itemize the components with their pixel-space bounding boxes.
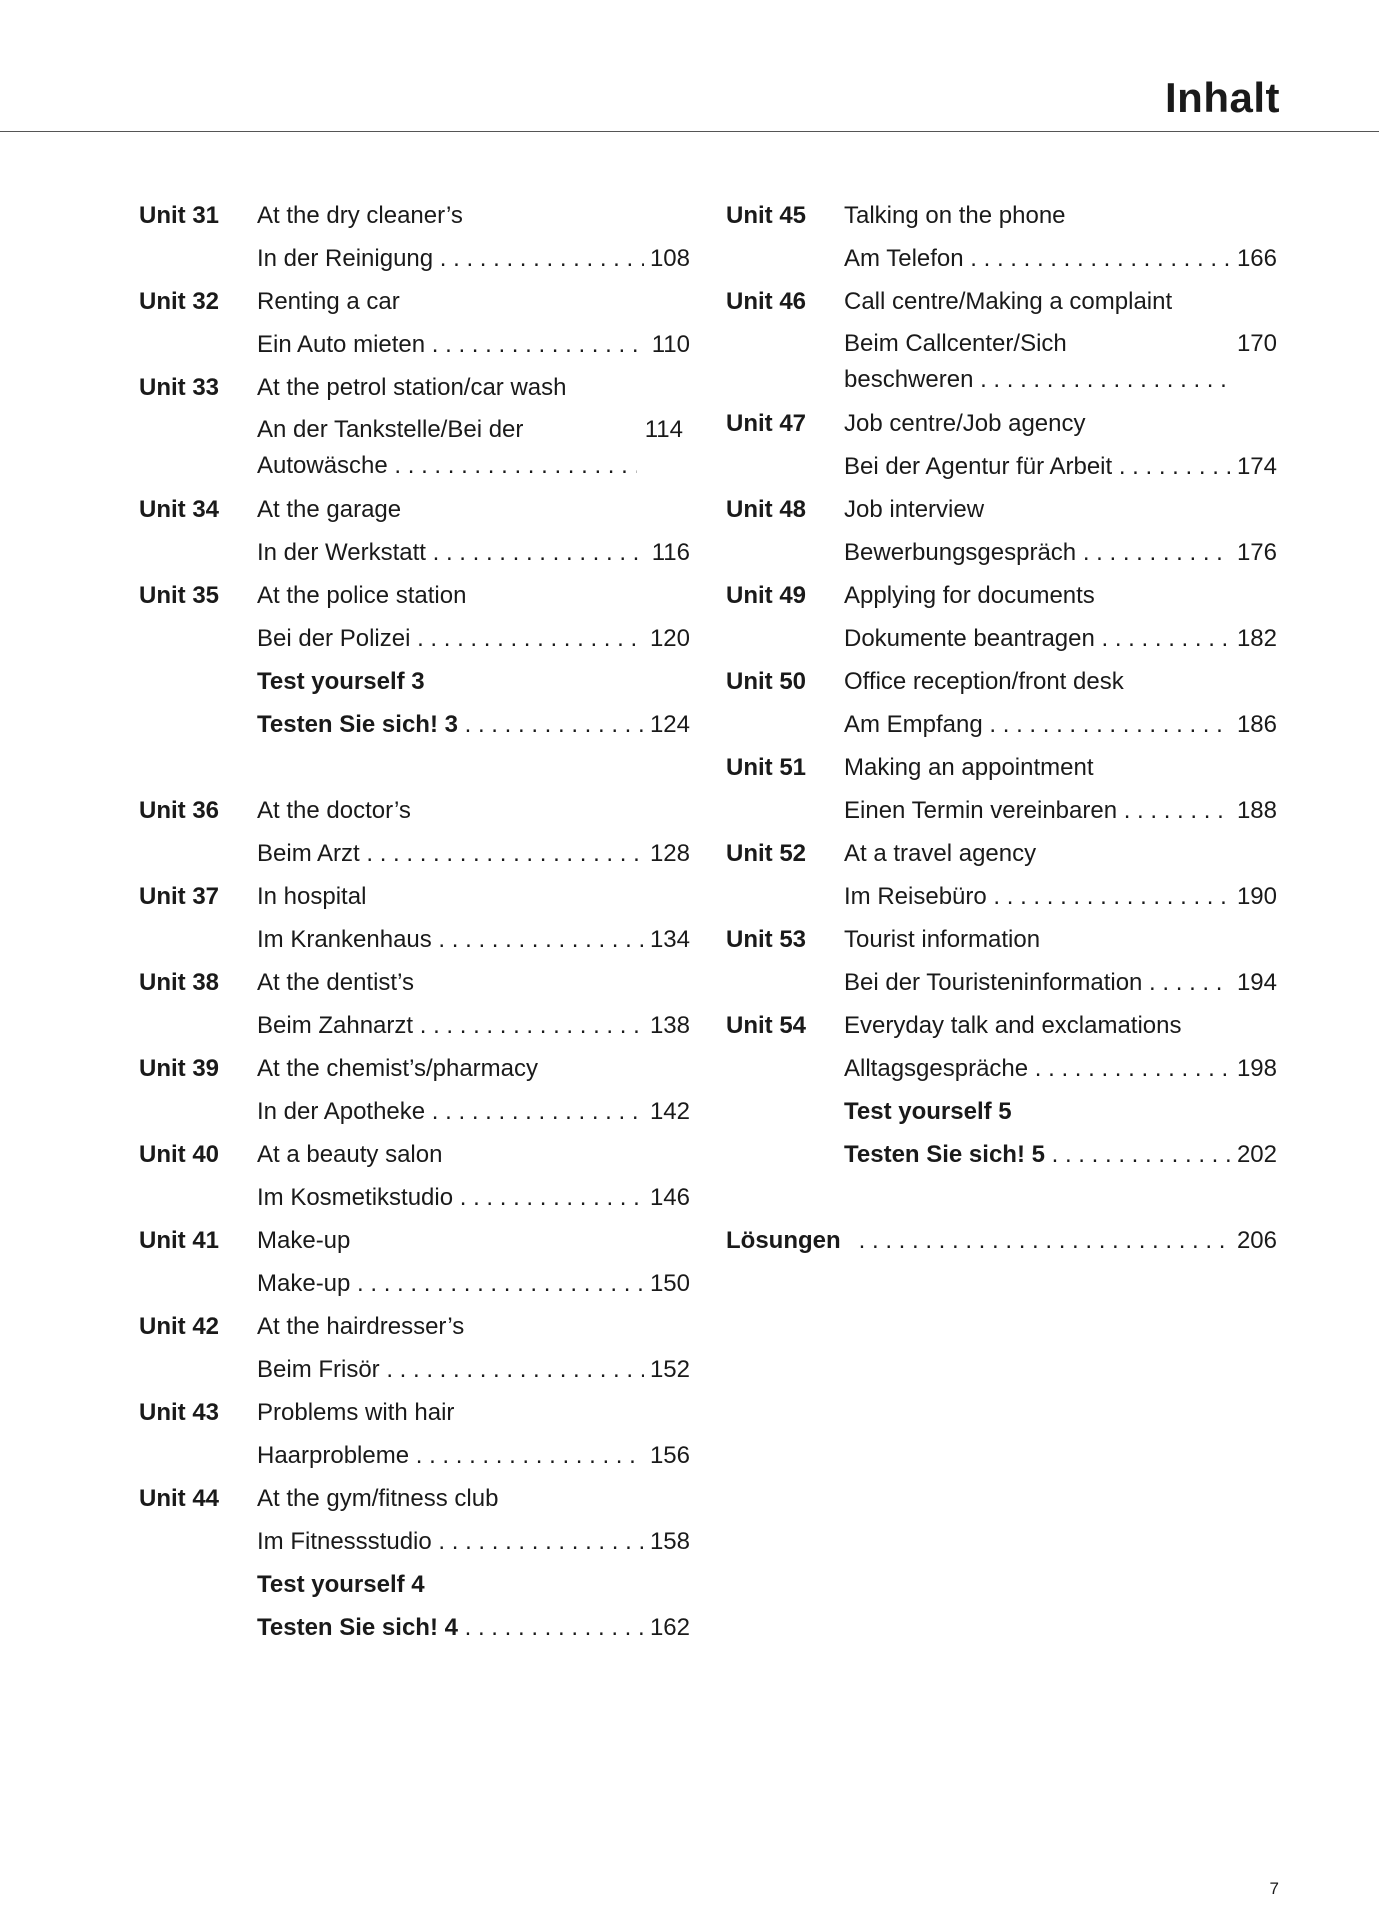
toc-entry-unit-33[interactable] <box>139 366 690 488</box>
toc-entry-test-4[interactable] <box>139 1563 690 1649</box>
unit-title-de: Bei der Polizei . . . <box>257 617 644 660</box>
unit-title-en: In hospital <box>257 883 367 910</box>
unit-title-de: In der Werkstatt . . . <box>257 531 644 574</box>
unit-title-en: Make-up <box>257 1227 351 1254</box>
test-title-en: Test yourself 4 <box>257 1571 425 1598</box>
unit-number: Unit 45 <box>726 202 807 229</box>
unit-title-de: Beim Arzt . . . <box>257 832 644 875</box>
unit-title-de: Am Telefon . . . <box>844 237 1231 280</box>
toc-entry-unit-49[interactable] <box>726 574 1277 660</box>
unit-number: Unit 49 <box>726 582 807 609</box>
unit-title-en: Talking on the phone <box>844 202 1066 229</box>
toc-entry-unit-46[interactable] <box>726 280 1277 402</box>
unit-title-en: Renting a car <box>257 288 400 315</box>
unit-title-en: Job centre/Job agency <box>844 410 1086 437</box>
page-ref: 128 <box>649 840 690 867</box>
page-ref: 188 <box>1236 797 1277 824</box>
unit-number: Unit 31 <box>139 202 220 229</box>
unit-number: Unit 52 <box>726 840 807 867</box>
toc-entry-unit-52[interactable] <box>726 832 1277 918</box>
page-ref: 182 <box>1236 625 1277 652</box>
page-ref: 202 <box>1236 1141 1277 1168</box>
solutions-label: Lösungen <box>726 1227 841 1254</box>
unit-number: Unit 43 <box>139 1399 220 1426</box>
page-number: 7 <box>1269 1879 1279 1898</box>
page-ref: 162 <box>649 1614 690 1641</box>
unit-title-en: Making an appointment <box>844 754 1094 781</box>
unit-number: Unit 48 <box>726 496 807 523</box>
unit-number: Unit 50 <box>726 668 807 695</box>
unit-number: Unit 39 <box>139 1055 220 1082</box>
unit-title-de: Dokumente beantragen . . . <box>844 617 1231 660</box>
unit-number: Unit 34 <box>139 496 220 523</box>
unit-title-en: At a travel agency <box>844 840 1037 867</box>
page-ref: 146 <box>649 1184 690 1211</box>
unit-number: Unit 47 <box>726 410 807 437</box>
toc-entry-test-5[interactable] <box>726 1090 1277 1176</box>
toc-entry-unit-54[interactable] <box>726 1004 1277 1090</box>
toc-right-column <box>726 194 1277 1262</box>
toc-entry-unit-47[interactable] <box>726 402 1277 488</box>
unit-title-de: Beim Callcenter/Sich beschweren . . . <box>844 326 1231 398</box>
page-ref: 114 <box>644 416 683 443</box>
unit-title-de: Bewerbungsgespräch . . . <box>844 531 1231 574</box>
unit-title-de: Ein Auto mieten . . . <box>257 323 644 366</box>
unit-title-en: Job interview <box>844 496 985 523</box>
unit-title-de: Make-up . . . <box>257 1262 644 1305</box>
toc-entry-unit-51[interactable] <box>726 746 1277 832</box>
toc-entry-unit-31[interactable] <box>139 194 690 280</box>
unit-number: Unit 54 <box>726 1012 807 1039</box>
toc-entry-unit-38[interactable] <box>139 961 690 1047</box>
unit-title-en: At the dry cleaner’s <box>257 202 463 229</box>
page-ref: 108 <box>649 245 690 272</box>
unit-title-en: At a beauty salon <box>257 1141 443 1168</box>
page-ref: 186 <box>1236 711 1277 738</box>
test-title-de: Testen Sie sich! 3 . . . <box>257 703 644 746</box>
unit-title-de: Bei der Agentur für Arbeit . . . <box>844 445 1231 488</box>
unit-number: Unit 37 <box>139 883 220 910</box>
page-ref: 174 <box>1236 453 1277 480</box>
page-ref: 116 <box>651 539 690 566</box>
unit-title-en: At the gym/fitness club <box>257 1485 499 1512</box>
unit-number: Unit 35 <box>139 582 220 609</box>
page-ref: 190 <box>1236 883 1277 910</box>
unit-number: Unit 46 <box>726 288 807 315</box>
unit-title-de: Alltagsgespräche . . . <box>844 1047 1231 1090</box>
toc-entry-solutions[interactable] <box>726 1219 1277 1262</box>
page-ref: 120 <box>649 625 690 652</box>
page-ref: 124 <box>649 711 690 738</box>
test-title-en: Test yourself 5 <box>844 1098 1012 1125</box>
test-title-de: Testen Sie sich! 5 . . . <box>844 1133 1231 1176</box>
toc-entry-unit-37[interactable] <box>139 875 690 961</box>
page-title: Inhalt <box>1165 74 1280 121</box>
unit-title-de: Beim Frisör . . . <box>257 1348 644 1391</box>
dot-leader <box>859 1219 1231 1262</box>
unit-title-de: Am Empfang . . . <box>844 703 1231 746</box>
toc-entry-unit-32[interactable] <box>139 280 690 366</box>
unit-number: Unit 42 <box>139 1313 220 1340</box>
test-title-en: Test yourself 3 <box>257 668 425 695</box>
unit-number: Unit 38 <box>139 969 220 996</box>
toc-entry-unit-45[interactable] <box>726 194 1277 280</box>
toc-entry-test-3[interactable] <box>139 660 690 746</box>
toc-entry-unit-34[interactable] <box>139 488 690 574</box>
page-ref: 206 <box>1236 1227 1277 1254</box>
unit-title-en: Everyday talk and exclamations <box>844 1012 1182 1039</box>
unit-title-de: An der Tankstelle/Bei der Autowäsche . . . <box>257 412 637 484</box>
unit-title-en: At the doctor’s <box>257 797 411 824</box>
page-ref: 150 <box>649 1270 690 1297</box>
toc-entry-unit-44[interactable] <box>139 1477 690 1563</box>
page-ref: 156 <box>649 1442 690 1469</box>
page-ref: 198 <box>1236 1055 1277 1082</box>
unit-title-de: Im Fitnessstudio . . . <box>257 1520 644 1563</box>
unit-title-de: Bei der Touristeninformation . . . <box>844 961 1231 1004</box>
unit-title-de: Im Krankenhaus . . . <box>257 918 644 961</box>
page-ref: 110 <box>651 331 690 358</box>
toc-entry-unit-42[interactable] <box>139 1305 690 1391</box>
page-ref: 134 <box>649 926 690 953</box>
unit-title-de: Beim Zahnarzt . . . <box>257 1004 644 1047</box>
test-title-de: Testen Sie sich! 4 . . . <box>257 1606 644 1649</box>
toc-left-column <box>139 194 690 1649</box>
unit-number: Unit 41 <box>139 1227 220 1254</box>
unit-title-de: Haarprobleme . . . <box>257 1434 644 1477</box>
toc-entry-unit-48[interactable] <box>726 488 1277 574</box>
toc-entry-unit-41[interactable] <box>139 1219 690 1305</box>
page-ref: 194 <box>1236 969 1277 996</box>
unit-number: Unit 36 <box>139 797 220 824</box>
toc-entry-unit-40[interactable] <box>139 1133 690 1219</box>
unit-title-en: At the police station <box>257 582 467 609</box>
page-ref: 142 <box>649 1098 690 1125</box>
unit-title-en: At the dentist’s <box>257 969 414 996</box>
unit-title-de: In der Reinigung . . . <box>257 237 644 280</box>
toc-entry-unit-43[interactable] <box>139 1391 690 1477</box>
unit-title-en: Office reception/front desk <box>844 668 1124 695</box>
unit-title-en: Call centre/Making a complaint <box>844 288 1173 315</box>
unit-title-en: Applying for documents <box>844 582 1095 609</box>
unit-title-de: In der Apotheke . . . <box>257 1090 644 1133</box>
page-ref: 166 <box>1236 245 1277 272</box>
toc-entry-unit-50[interactable] <box>726 660 1277 746</box>
toc-entry-unit-39[interactable] <box>139 1047 690 1133</box>
unit-title-en: At the hairdresser’s <box>257 1313 465 1340</box>
unit-title-en: Tourist information <box>844 926 1041 953</box>
page-ref: 138 <box>649 1012 690 1039</box>
page-ref: 152 <box>649 1356 690 1383</box>
unit-title-en: At the garage <box>257 496 402 523</box>
toc-entry-unit-53[interactable] <box>726 918 1277 1004</box>
unit-title-de: Im Reisebüro . . . <box>844 875 1231 918</box>
page-ref: 158 <box>649 1528 690 1555</box>
unit-number: Unit 53 <box>726 926 807 953</box>
unit-title-de: Im Kosmetikstudio . . . <box>257 1176 644 1219</box>
unit-number: Unit 32 <box>139 288 220 315</box>
page-ref: 170 <box>1236 330 1277 357</box>
header-divider <box>0 131 1379 132</box>
unit-title-en: At the chemist’s/pharmacy <box>257 1055 539 1082</box>
unit-number: Unit 51 <box>726 754 807 781</box>
unit-title-en: Problems with hair <box>257 1399 455 1426</box>
unit-title-de: Einen Termin vereinbaren . . . <box>844 789 1231 832</box>
unit-number: Unit 44 <box>139 1485 220 1512</box>
toc-entry-unit-35[interactable] <box>139 574 690 660</box>
unit-number: Unit 33 <box>139 374 220 401</box>
toc-entry-unit-36[interactable] <box>139 789 690 875</box>
unit-number: Unit 40 <box>139 1141 220 1168</box>
page-ref: 176 <box>1236 539 1277 566</box>
unit-title-en: At the petrol station/car wash <box>257 374 567 401</box>
